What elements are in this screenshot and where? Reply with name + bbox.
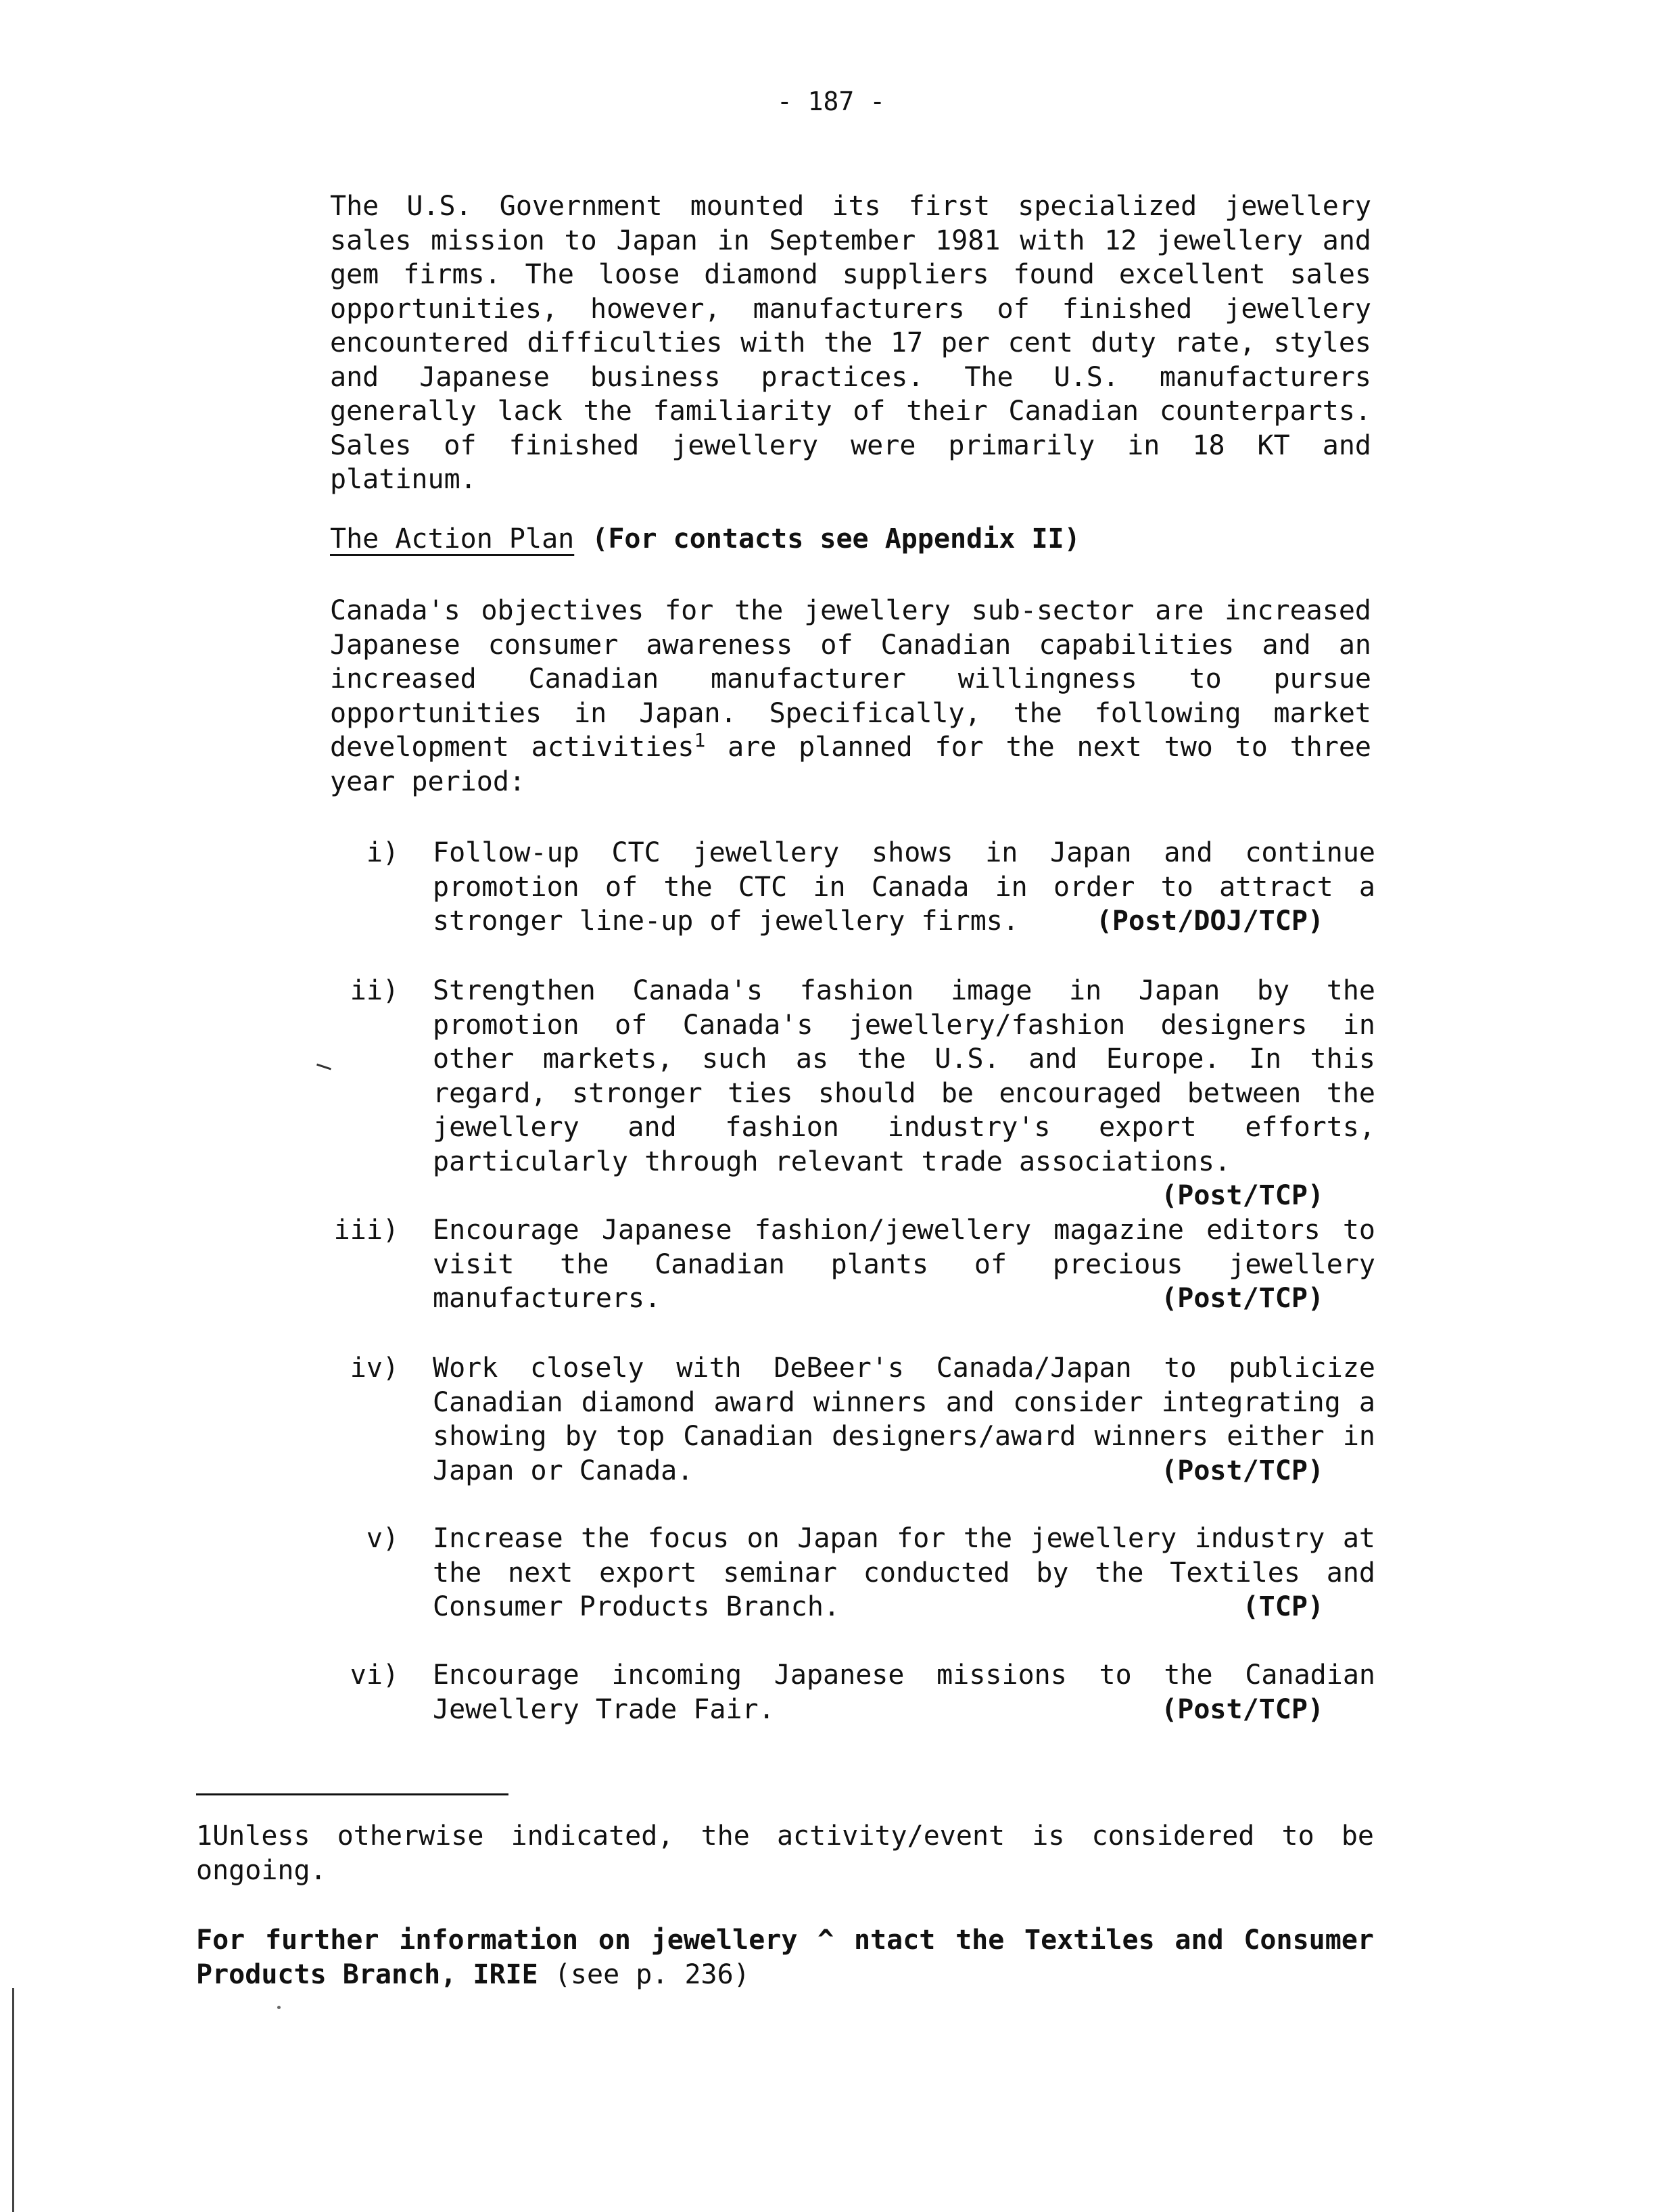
footnote-reference: 1	[694, 729, 706, 751]
list-item-text: Encourage incoming Japanese missions to the Canadian Jewellery Trade Fair. (Post/TCP)	[433, 1658, 1375, 1726]
footnote-divider	[196, 1793, 508, 1795]
list-item-text: Increase the focus on Japan for the jewellery industry at the next export seminar conducted by the Textiles and Consumer Products Branch. (TCP)	[433, 1522, 1375, 1624]
objectives-paragraph	[330, 594, 1371, 799]
responsibility-tag: (Post/TCP)	[1161, 1455, 1324, 1486]
intro-paragraph: The U.S. Government mounted its first specialized jewellery sales mission to Japan in September 1981 with 12 jewellery and gem firms. The loose diamond suppliers found excellent sales opportunities, however, manufacturers of finished jewellery encountered difficulties with the 17 per cent duty rate, styles and Japanese business practices. The U.S. manufacturers generally lack the familiarity of their Canadian counterparts. Sales of finished jewellery were primarily in 18 KT and platinum.	[330, 191, 1371, 495]
responsibility-tag: (Post/TCP)	[1161, 1693, 1324, 1725]
page-reference: (see p. 236)	[538, 1958, 750, 1990]
responsibility-tag: (Post/TCP)	[1161, 1283, 1324, 1314]
list-item-text: Work closely with DeBeer's Canada/Japan to publicize Canadian diamond award winners and consider integrating a showing by top Canadian designers/award winners either in Japan or Canada. (Post/TCP)	[433, 1351, 1375, 1488]
list-item-number: iii)	[333, 1215, 399, 1246]
contacts-note: (For contacts see Appendix II)	[592, 523, 1081, 555]
footnote: 1Unless otherwise indicated, the activity/event is considered to be ongoing.	[196, 1820, 1374, 1886]
objectives-text-start: Canada's objectives for the jewellery sub-sector are increased Japanese consumer awareness of Canadian capabilities and an increased Canadian manufacturer willingness to pursue opportunities in Japan. Specifically, the following market development activities	[330, 595, 1371, 763]
responsibility-tag: (Post/TCP)	[1161, 1180, 1324, 1211]
objectives-text-end: are planned for the next two to three year period:	[330, 732, 1371, 797]
list-item-text: Encourage Japanese fashion/jewellery magazine editors to visit the Canadian plants of precious jewellery manufacturers. (Post/TCP)	[433, 1213, 1375, 1316]
responsibility-tag: (TCP)	[1242, 1591, 1324, 1622]
list-item-number: vi)	[350, 1660, 399, 1691]
further-information-note	[196, 1923, 1374, 1992]
scan-mark	[316, 1064, 331, 1070]
page-number: - 187 -	[776, 87, 886, 116]
further-information-text: For further information on jewellery ^ ntact the Textiles and Consumer Products Branch, IRIE	[196, 1925, 1374, 1990]
responsibility-tag: (Post/DOJ/TCP)	[1095, 905, 1324, 937]
page-edge-line	[12, 1988, 14, 2212]
action-plan-heading	[330, 522, 1081, 556]
scan-dot	[277, 2006, 281, 2009]
list-item-number: ii)	[350, 975, 399, 1006]
list-item-number: i)	[366, 837, 399, 868]
list-item-number: v)	[366, 1523, 399, 1554]
action-plan-title: The Action Plan	[330, 523, 575, 555]
list-item-number: iv)	[350, 1352, 399, 1384]
list-item-text: Strengthen Canada's fashion image in Japan by the promotion of Canada's jewellery/fashion designers in other markets, such as the U.S. and Europe. In this regard, stronger ties should be encouraged between the jewellery and fashion industry's export efforts, particularly through relevant trade associations. (Post/TCP)	[433, 974, 1375, 1213]
list-item-text: Follow-up CTC jewellery shows in Japan and continue promotion of the CTC in Canada in order to attract a stronger line-up of jewellery firms. (Post/DOJ/TCP)	[433, 836, 1375, 939]
